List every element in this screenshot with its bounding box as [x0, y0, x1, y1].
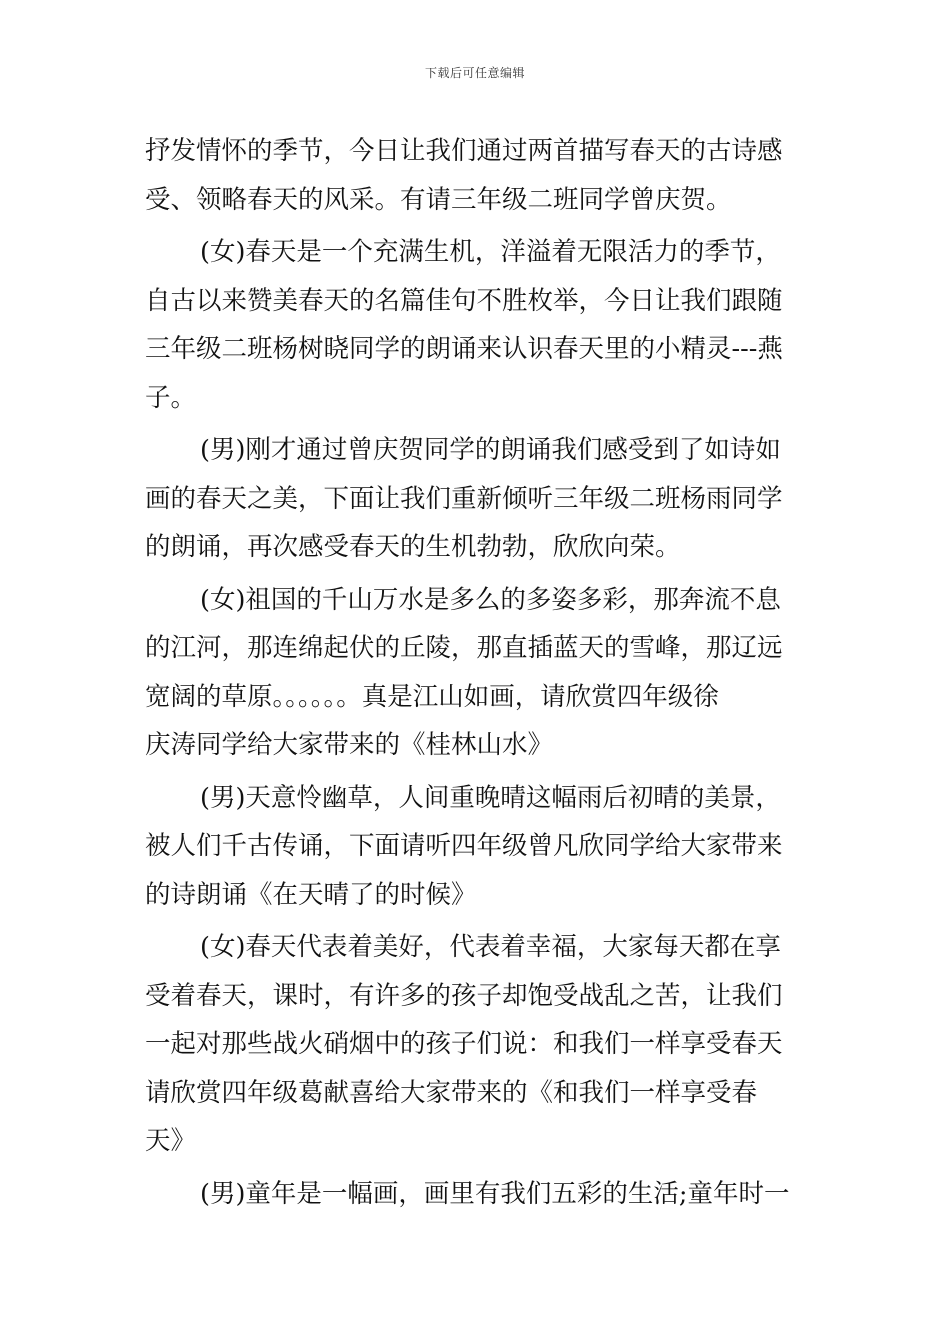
text-line: 请欣赏四年级葛献喜给大家带来的《和我们一样享受春 — [145, 1077, 758, 1108]
text-line: 受、领略春天的风采。有请三年级二班同学曾庆贺。 — [145, 184, 732, 215]
text-line: (男)童年是一幅画，画里有我们五彩的生活;童年时一 — [200, 1178, 790, 1209]
text-line: 的江河，那连绵起伏的丘陵，那直插蓝天的雪峰，那辽远 — [145, 633, 783, 663]
text-line: 子。 — [145, 382, 197, 413]
text-line: (女)春天是一个充满生机，洋溢着无限活力的季节， — [200, 237, 781, 267]
text-line: 天》 — [145, 1126, 197, 1156]
text-line: 受着春天，课时，有许多的孩子却饱受战乱之苦，让我们 — [145, 980, 783, 1011]
text-line: 被人们千古传诵，下面请听四年级曾凡欣同学给大家带来 — [145, 831, 783, 861]
text-line: 的朗诵，再次感受春天的生机勃勃，欣欣向荣。 — [145, 532, 681, 562]
text-line: 一起对那些战火硝烟中的孩子们说：和我们一样享受春天 — [145, 1029, 783, 1059]
text-line: 庆涛同学给大家带来的《桂林山水》 — [145, 730, 554, 760]
body-text — [145, 127, 810, 1218]
page-header: 下载后可任意编辑 — [424, 66, 525, 80]
text-line: 的诗朗诵《在天晴了的时候》 — [145, 879, 477, 910]
text-line: (女)祖国的千山万水是多么的多姿多彩，那奔流不息 — [200, 584, 781, 615]
text-line: 三年级二班杨树晓同学的朗诵来认识春天里的小精灵---燕 — [145, 334, 783, 364]
text-line: 画的春天之美，下面让我们重新倾听三年级二班杨雨同学 — [145, 483, 783, 514]
text-line: 自古以来赞美春天的名篇佳句不胜枚举，今日让我们跟随 — [145, 285, 783, 316]
text-line: (女)春天代表着美好，代表着幸福，大家每天都在享 — [200, 932, 781, 962]
text-line: 抒发情怀的季节，今日让我们通过两首描写春天的古诗感 — [145, 136, 783, 166]
text-line: (男)刚才通过曾庆贺同学的朗诵我们感受到了如诗如 — [200, 435, 781, 465]
text-line: (男)天意怜幽草，人间重晚晴这幅雨后初晴的美景， — [200, 782, 781, 813]
text-line: 宽阔的草原。。。。。。真是江山如画，请欣赏四年级徐 — [145, 681, 719, 712]
